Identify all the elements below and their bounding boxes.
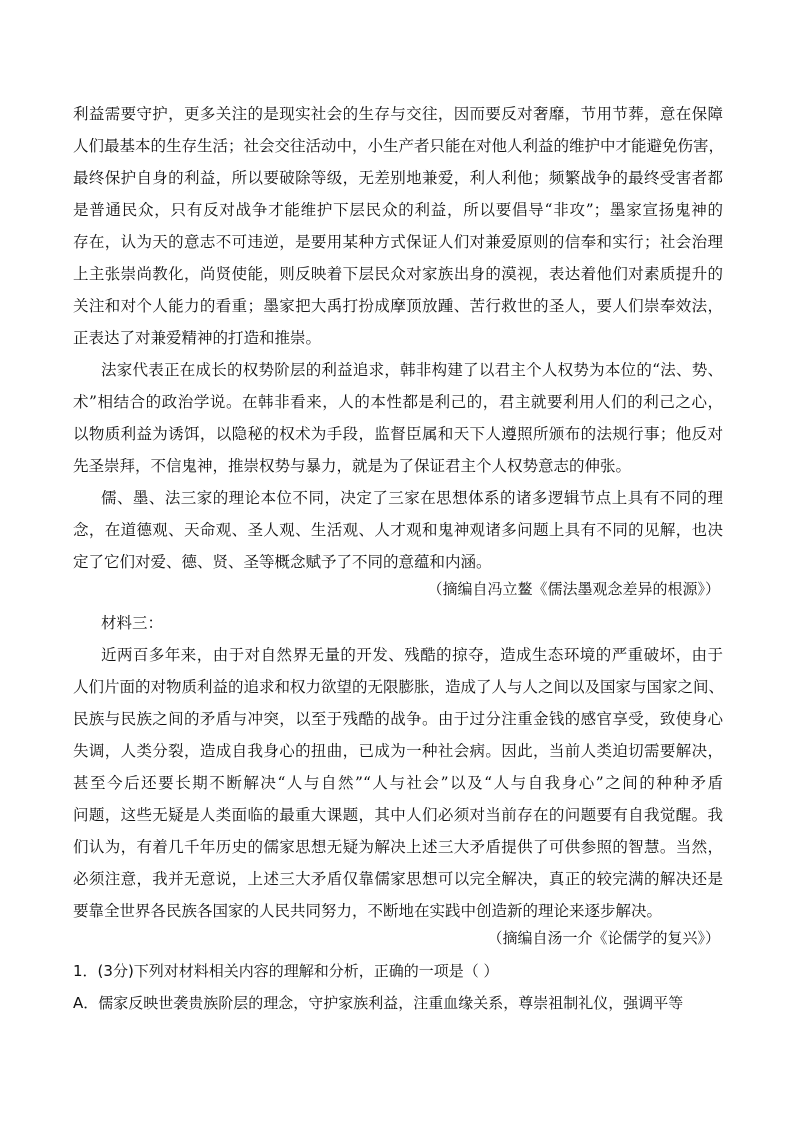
text-line: 是普通民众，只有反对战争才能维护下层民众的利益，所以要倡导“非攻”；墨家宣扬鬼神的 <box>73 201 723 219</box>
text-line: 正表达了对兼爱精神的打造和推崇。 <box>73 329 322 347</box>
text-line: 们认为，有着几千年历史的儒家思想无疑为解决上述三大矛盾提供了可供参照的智慧。当然， <box>73 838 723 856</box>
text-line: 近两百多年来，由于对自然界无量的开发、残酷的掠夺，造成生态环境的严重破坏，由于 <box>101 646 723 664</box>
text-line: 上主张崇尚教化，尚贤使能，则反映着下层民众对家族出身的漠视，表达着他们对素质提升的 <box>73 265 723 283</box>
text-line: 儒、墨、法三家的理论本位不同，决定了三家在思想体系的诸多逻辑节点上具有不同的理 <box>101 489 723 507</box>
text-line: 关注和对个人能力的看重；墨家把大禹打扮成摩顶放踵、苦行救世的圣人，要人们崇奉效法， <box>73 297 723 315</box>
text-line: 先圣崇拜，不信鬼神，推崇权势与暴力，就是为了保证君主个人权势意志的伸张。 <box>73 457 632 475</box>
text-line: 存在，认为天的意志不可违逆，是要用某种方式保证人们对兼爱原则的信奉和实行；社会治理 <box>73 233 723 251</box>
question-stem: 1．(3分)下列对材料相关内容的理解和分析，正确的一项是（ ） <box>73 962 499 980</box>
text-line: 人们最基本的生存生活；社会交往活动中，小生产者只能在对他人利益的维护中才能避免伤害， <box>73 137 725 155</box>
text-line: 以物质利益为诱饵，以隐秘的权术为手段，监督臣属和天下人遵照所颁布的法规行事；他反对 <box>73 425 723 443</box>
text-line: 失调，人类分裂，造成自我身心的扭曲，已成为一种社会病。因此，当前人类迫切需要解决， <box>73 742 723 760</box>
text-line: 要靠全世界各民族各国家的人民共同努力，不断地在实践中创造新的理论来逐步解决。 <box>73 902 663 920</box>
text-line: 民族与民族之间的矛盾与冲突，以至于残酷的战争。由于过分注重金钱的感官享受，致使身心 <box>73 710 723 728</box>
text-line: 必须注意，我并无意说，上述三大矛盾仅靠儒家思想可以完全解决，真正的较完满的解决还是 <box>73 870 723 888</box>
material-label: 材料三： <box>101 614 164 632</box>
source-citation: （摘编自冯立鳌《儒法墨观念差异的根源》） <box>427 580 720 598</box>
text-line: 利益需要守护，更多关注的是现实社会的生存与交往，因而要反对奢靡，节用节葬，意在保障 <box>73 105 723 123</box>
text-line: 定了它们对爱、德、贤、圣等概念赋予了不同的意蕴和内涵。 <box>73 553 492 571</box>
text-line: 念，在道德观、天命观、圣人观、生活观、人才观和鬼神观诸多问题上具有不同的见解，也决 <box>73 521 723 539</box>
text-line: 法家代表正在成长的权势阶层的利益追求，韩非构建了以君主个人权势为本位的“法、势、 <box>101 361 723 379</box>
text-line: 甚至今后还要长期不断解决“人与自然”“人与社会”以及“人与自我身心”之间的种种矛盾 <box>73 774 723 792</box>
text-line: 术”相结合的政治学说。在韩非看来，人的本性都是利己的，君主就要利用人们的利己之心， <box>73 393 723 411</box>
source-citation: （摘编自汤一介《论儒学的复兴》） <box>487 929 720 947</box>
text-line: 问题，这些无疑是人类面临的最重大课题，其中人们必须对当前存在的问题要有自我觉醒。我 <box>73 806 723 824</box>
text-line: 最终保护自身的利益，所以要破除等级，无差别地兼爱，利人利他；频繁战争的最终受害者都 <box>73 169 723 187</box>
text-line: 人们片面的对物质利益的追求和权力欲望的无限膨胀，造成了人与人之间以及国家与国家之间、 <box>73 678 725 696</box>
answer-option-a[interactable]: A．儒家反映世袭贵族阶层的理念，守护家族利益，注重血缘关系，尊崇祖制礼仪，强调平等 <box>73 994 684 1012</box>
